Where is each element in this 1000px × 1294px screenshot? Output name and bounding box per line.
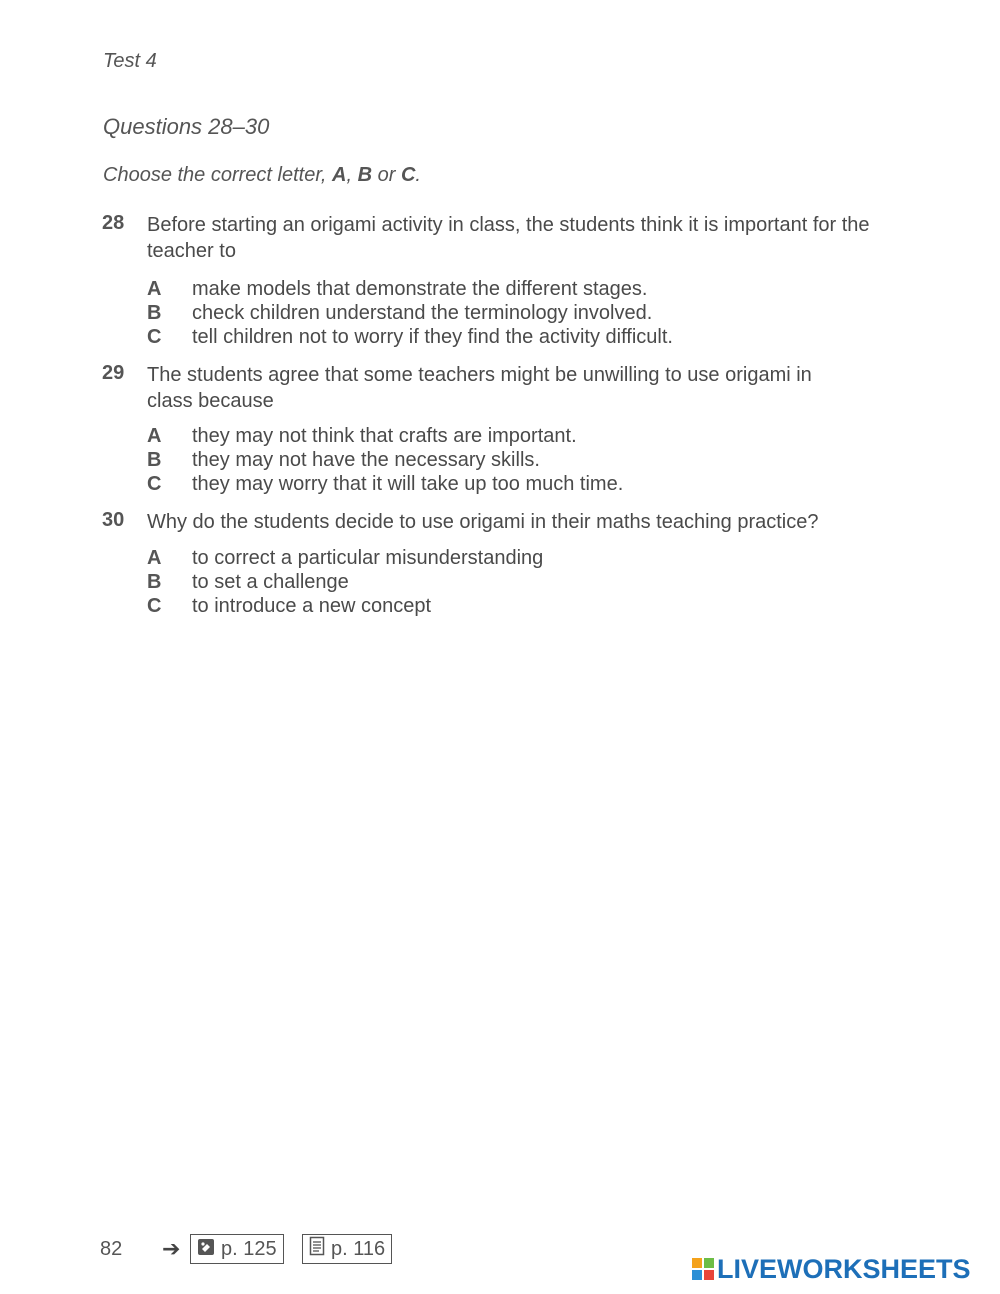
instruction-suffix: . [415,164,421,186]
reference-label: p. 116 [331,1238,386,1260]
option-text: make models that demonstrate the different stages. [192,278,648,300]
question-text: Why do the students decide to use origami in their maths teaching practice? [147,511,819,533]
liveworksheets-logo-icon [692,1258,714,1280]
option-letter: A [147,547,162,569]
running-head: Test 4 [103,50,157,72]
question-number: 29 [102,362,125,384]
option-text: check children understand the terminology involved. [192,302,653,324]
option-letter: B [147,302,162,324]
question-text: The students agree that some teachers might be unwilling to use origami in class because [147,364,812,412]
transcript-page-reference [302,1234,392,1264]
audio-page-reference [190,1234,284,1264]
option-letter: A [147,425,162,447]
question-number: 30 [102,509,125,531]
instruction-prefix: Choose the correct letter, [103,164,333,186]
option-letter: B [147,449,162,471]
instruction-letter-a: A [332,164,347,186]
option-letter: A [147,278,162,300]
transcript-icon [309,1236,325,1264]
right-arrow-icon: ➔ [162,1236,181,1261]
instruction-sep: , [346,164,358,186]
option-letter: B [147,571,162,593]
page-number: 82 [100,1238,123,1260]
option-text: they may not think that crafts are important. [192,425,577,447]
liveworksheets-brand [692,1253,971,1285]
instruction [103,164,421,187]
option-text: tell children not to worry if they find the activity difficult. [192,326,673,348]
option-text: to introduce a new concept [192,595,432,617]
brand-text: LIVEWORKSHEETS [717,1253,971,1284]
question-text: Before starting an origami activity in class, the students think it is important for the teacher to [147,214,870,262]
option-letter: C [147,595,162,617]
option-text: to set a challenge [192,571,349,593]
option-letter: C [147,326,162,348]
option-text: to correct a particular misunderstanding [192,547,544,569]
instruction-letter-c: C [400,164,416,186]
reference-label: p. 125 [221,1238,277,1260]
questions-heading: Questions 28–30 [103,114,270,139]
audio-icon [197,1236,215,1264]
option-text: they may worry that it will take up too much time. [192,473,624,495]
option-letter: C [147,473,162,495]
option-text: they may not have the necessary skills. [192,449,540,471]
instruction-letter-b: B [357,164,373,186]
instruction-sep: or [372,164,401,186]
question-number: 28 [102,212,125,234]
